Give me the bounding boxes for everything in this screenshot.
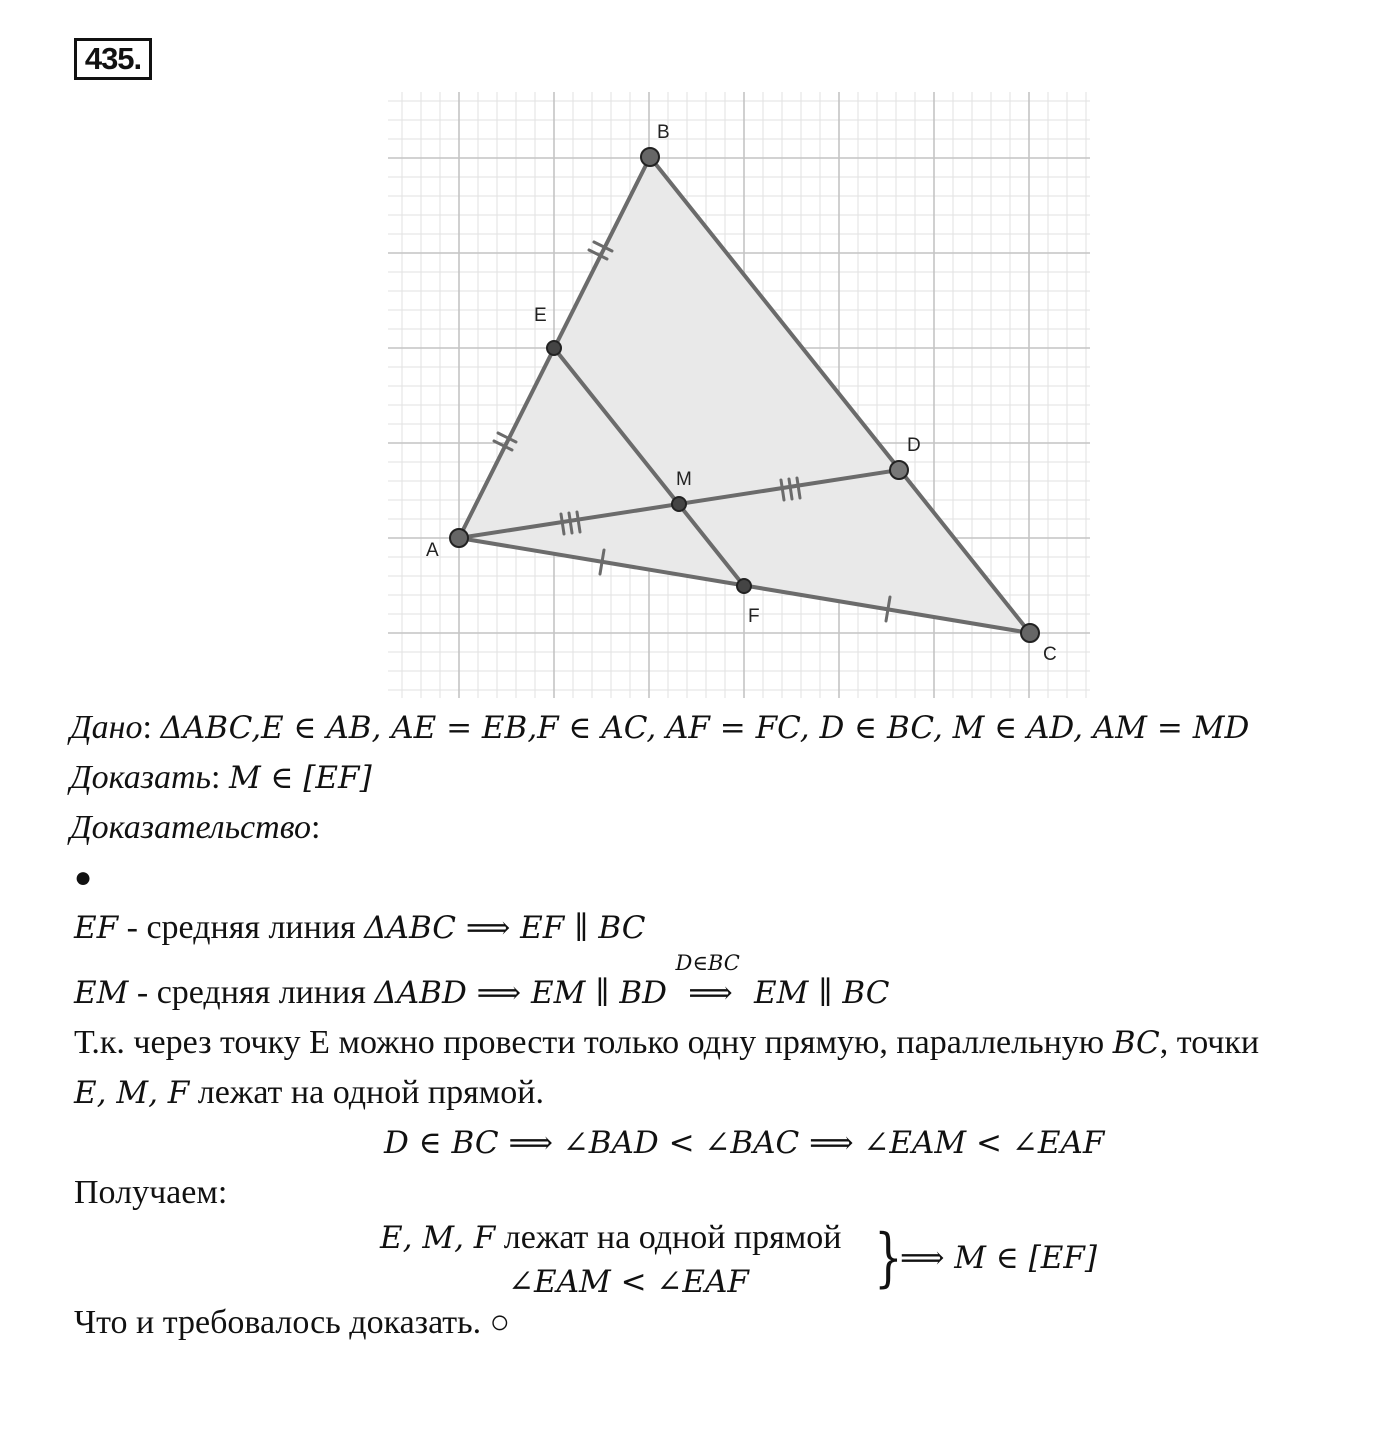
conclusion: Что и требовалось доказать. ○	[74, 1304, 511, 1341]
proof-heading: Доказательство:	[70, 809, 321, 846]
point-m	[672, 497, 686, 511]
label-m: M	[676, 469, 692, 490]
point-f	[737, 579, 751, 593]
proof-line-2: EM - средняя линия ΔABD ⟹ EM ∥ BD D∈BC ⟹ EM ∥ BC	[74, 973, 889, 1013]
label-a: A	[426, 540, 439, 561]
given-line: Дано: ΔABC,E ∈ AB, AE = EB,F ∈ AC, AF = FC, D ∈ BC, M ∈ AD, AM = MD	[70, 709, 1250, 746]
point-e	[547, 341, 561, 355]
label-f: F	[748, 606, 760, 627]
prove-statement: M ∈ [EF]	[228, 760, 372, 796]
point-c	[1021, 624, 1039, 642]
over-arrow-condition: D∈BC	[675, 951, 740, 975]
label-c: C	[1043, 644, 1057, 665]
angle-inequality: D ∈ BC ⟹ ∠BAD < ∠BAC ⟹ ∠EAM < ∠EAF	[384, 1125, 1105, 1161]
point-b	[641, 148, 659, 166]
bullet-marker: ●	[74, 861, 93, 894]
prove-line: Доказать: M ∈ [EF]	[70, 759, 372, 796]
label-e: E	[534, 305, 547, 326]
prove-label: Доказать	[70, 759, 211, 796]
point-d	[890, 461, 908, 479]
point-a	[450, 529, 468, 547]
system-brace: }	[874, 1221, 903, 1295]
triangle-figure	[385, 88, 1093, 700]
label-b: B	[657, 122, 670, 143]
given-statement: ΔABC,E ∈ AB, AE = EB,F ∈ AC, AF = FC, D ∈ BC, M ∈ AD, AM = MD	[160, 710, 1250, 746]
label-d: D	[907, 435, 921, 456]
system-line-1: E, M, F лежат на одной прямой	[380, 1219, 842, 1256]
proof-paragraph-line-2: E, M, F лежат на одной прямой.	[74, 1074, 544, 1111]
given-label: Дано	[70, 709, 143, 746]
get-label: Получаем:	[74, 1174, 228, 1211]
proof-line-1: EF - средняя линия ΔABC ⟹ EF ∥ BC	[74, 909, 646, 946]
proof-paragraph-line-1: Т.к. через точку Е можно провести только одну прямую, параллельную BC, точки	[74, 1024, 1260, 1061]
system-line-2: ∠EAM < ∠EAF	[508, 1264, 749, 1300]
system-result: ⟹ M ∈ [EF]	[900, 1240, 1098, 1276]
problem-number: 435.	[74, 38, 152, 80]
